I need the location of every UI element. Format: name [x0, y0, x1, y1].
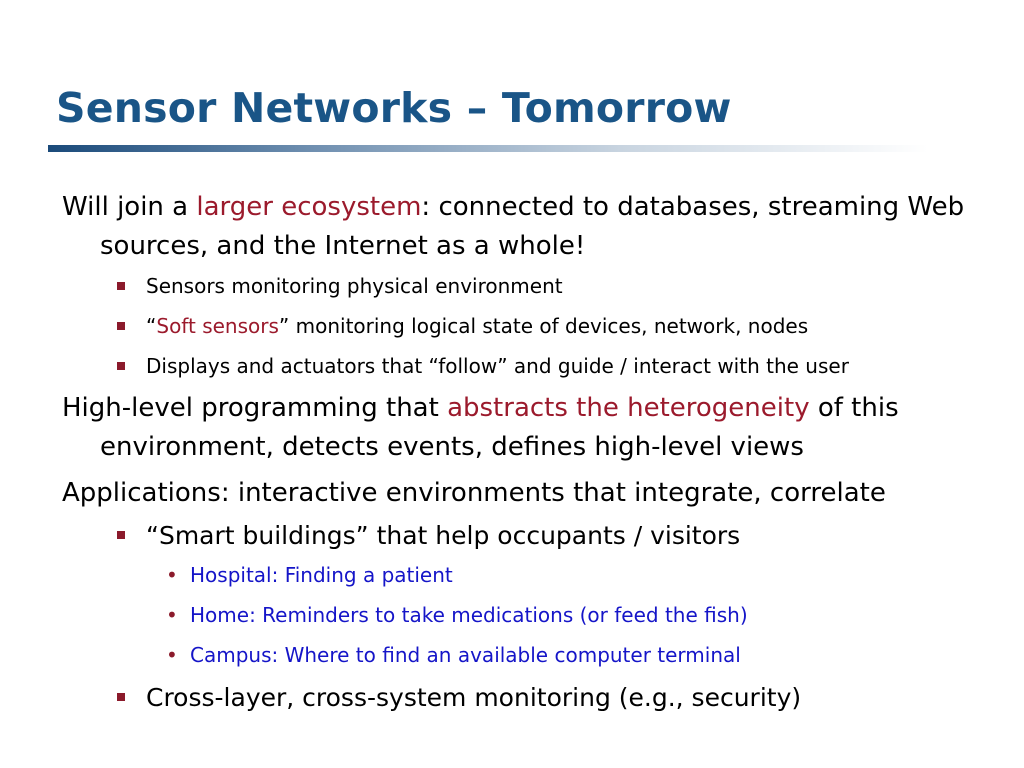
round-bullet-icon: •	[166, 643, 178, 667]
round-bullet-icon: •	[166, 563, 178, 587]
highlight-soft-sensors: Soft sensors	[156, 314, 279, 338]
round-bullet-icon: •	[166, 603, 178, 627]
paragraph-programming	[62, 389, 992, 467]
sub-bullet-hospital-text: Hospital: Finding a patient	[190, 563, 453, 587]
bullet-smart-buildings	[146, 520, 992, 552]
paragraph-programming-pre: High-level programming that	[62, 393, 448, 423]
bullet-cross-layer	[146, 682, 992, 714]
paragraph-ecosystem	[62, 188, 992, 266]
paragraph-programming-post: of this environment, detects events, defines high-level views	[100, 393, 899, 462]
square-bullet-icon	[117, 362, 125, 370]
bullet-displays-actuators-text: Displays and actuators that “follow” and guide / interact with the user	[146, 354, 849, 378]
paragraph-applications: Applications: interactive environments that integrate, correlate	[62, 478, 886, 508]
bullet-smart-buildings-text: “Smart buildings” that help occupants / visitors	[146, 521, 741, 550]
paragraph-ecosystem-pre: Will join a	[62, 192, 197, 222]
paragraph-ecosystem-post: : connected to databases, streaming Web sources, and the Internet as a whole!	[100, 192, 965, 261]
bullet-sensors-physical	[146, 273, 992, 299]
bullet-cross-layer-text: Cross-layer, cross-system monitoring (e.g., security)	[146, 683, 802, 712]
soft-sensors-rest: ” monitoring logical state of devices, network, nodes	[278, 314, 809, 338]
title-divider	[48, 145, 928, 152]
sub-bullet-home	[166, 602, 992, 628]
bullet-displays-actuators	[146, 353, 992, 379]
sub-bullet-campus-text: Campus: Where to find an available computer terminal	[190, 643, 741, 667]
square-bullet-icon	[117, 322, 125, 330]
square-bullet-icon	[117, 693, 125, 701]
sub-bullet-hospital	[166, 562, 992, 588]
highlight-abstracts-heterogeneity: abstracts the heterogeneity	[447, 393, 810, 423]
highlight-larger-ecosystem: larger ecosystem	[196, 192, 422, 222]
square-bullet-icon	[117, 282, 125, 290]
soft-sensors-open-quote: “	[146, 314, 157, 338]
sub-bullet-home-text: Home: Reminders to take medications (or feed the fish)	[190, 603, 748, 627]
square-bullet-icon	[117, 531, 125, 539]
sub-bullet-campus	[166, 642, 992, 668]
slide-title: Sensor Networks – Tomorrow	[56, 84, 732, 132]
slide-body	[62, 188, 992, 724]
bullet-sensors-physical-text: Sensors monitoring physical environment	[146, 274, 563, 298]
bullet-soft-sensors	[146, 313, 992, 339]
